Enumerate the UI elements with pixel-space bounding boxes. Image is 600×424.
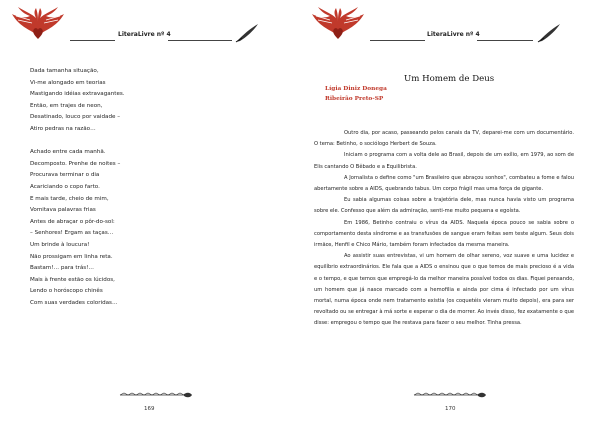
article-paragraph: Outro dia, por acaso, passeando pelos canais da TV, deparei-me com um documentário. O tema: Betinho, o sociólogo Herbert de Souza. bbox=[314, 130, 574, 148]
quill-pen-icon bbox=[234, 22, 260, 44]
article-paragraph: Ao assistir suas entrevistas, vi um homem de olhar sereno, voz suave e uma lucidez e equilíbrio extraordinários. Ele fala que a AIDS o ensinou que o que temos de mais precioso é a vida e o tempo, e que temos que empregá-lo da melhor maneira possível todos os dias. Fiquei pensando, um homem que já nasce marcado com a hemofilia e ainda por cima é infectado por um vírus mortal, numa época onde nem tratamento existia (os coquetéis vieram muito depois), era para ser revoltado ou se entregar à má sorte e esperar o dia de morrer. Ao invés disso, fez exatamente o que disse: empregou o tempo que lhe restava para fazer o seu melhor. Tinha pressa. bbox=[314, 253, 574, 327]
header-rule bbox=[477, 40, 533, 41]
poem bbox=[30, 66, 260, 309]
poem-line: Bastam!… para trás!… bbox=[30, 265, 95, 272]
poem-line: Não prossigam em linha reta. bbox=[30, 253, 113, 260]
winged-heart-emblem-icon bbox=[310, 6, 366, 42]
stanza-break bbox=[30, 136, 260, 148]
quill-pen-icon bbox=[536, 22, 562, 44]
article-paragraph: Em 1986, Betinho contraiu o vírus da AIDS. Naquela época pouco se sabia sobre o comportamento desta síndrome e as transfusões de sangue eram feitas sem teste algum. Seus dois irmãos, Henfil e Chico Mário, também foram infectados da mesma maneira. bbox=[314, 219, 574, 249]
author-place: Ribeirão Preto-SP bbox=[325, 96, 384, 102]
poem-line: Então, em trajes de neon, bbox=[30, 102, 103, 109]
header-rule bbox=[370, 40, 425, 41]
poem-line: – Senhores! Ergam as taças… bbox=[30, 230, 114, 237]
poem-line: Antes de abraçar o pôr-do-sol: bbox=[30, 218, 115, 225]
article-paragraph: Iniciam o programa com a volta dele ao Brasil, depois de um exílio, em 1979, ao som de Elis cantando O Bêbado e a Equilibrista. bbox=[314, 152, 574, 170]
winged-heart-emblem-icon bbox=[10, 6, 66, 42]
poem-line: Desatinado, louco por vaidade – bbox=[30, 114, 121, 121]
header-rule bbox=[70, 40, 115, 41]
article-body bbox=[314, 128, 574, 330]
article-title: Um Homem de Deus bbox=[404, 74, 495, 84]
poem-line: Procurava terminar o dia bbox=[30, 172, 100, 179]
page-number: 170 bbox=[445, 406, 456, 412]
header-rule bbox=[168, 40, 232, 41]
poem-line: Mais à frente estão os lúcidos, bbox=[30, 276, 115, 283]
poem-line: Decomposto. Prenhe de noites – bbox=[30, 160, 121, 167]
poem-line: Atiro pedras na razão… bbox=[30, 125, 96, 132]
poem-line: Um brinde à loucura! bbox=[30, 241, 90, 248]
author-name: Lígia Diniz Donega bbox=[325, 86, 387, 92]
poem-line: Achado entre cada manhã. bbox=[30, 149, 106, 156]
header-title: LiteraLivre nº 4 bbox=[427, 31, 480, 38]
poem-line: Acariciando o copo farto. bbox=[30, 183, 100, 190]
poem-line: Vomitava palavras frias bbox=[30, 207, 96, 214]
poem-line: Vi-me alongado em teorias bbox=[30, 79, 106, 86]
page-number: 169 bbox=[144, 406, 155, 412]
poem-line: Lendo o horóscopo chinês bbox=[30, 288, 103, 295]
poem-line: Dada tamanha situação, bbox=[30, 68, 99, 74]
article-paragraph: Eu sabia algumas coisas sobre a trajetória dele, mas nunca havia visto um programa sobre ele. Confesso que além da admiração, senti-me muito pequena e egoísta. bbox=[314, 197, 574, 215]
poem-line: Mastigando idéias extravagantes. bbox=[30, 91, 125, 98]
header-title: LiteraLivre nº 4 bbox=[118, 31, 171, 38]
article-paragraph: A Jornalista o define como "um Brasileiro que abraçou sonhos", combateu a fome e falou abertamente sobre a AIDS, quebrando tabus. Um corpo frágil mas uma força de gigante. bbox=[314, 174, 574, 193]
poem-line: Com suas verdades coloridas… bbox=[30, 299, 118, 306]
footer-ornament bbox=[300, 390, 600, 400]
footer-ornament bbox=[0, 390, 300, 400]
poem-line: E mais tarde, cheio de mim, bbox=[30, 195, 109, 202]
